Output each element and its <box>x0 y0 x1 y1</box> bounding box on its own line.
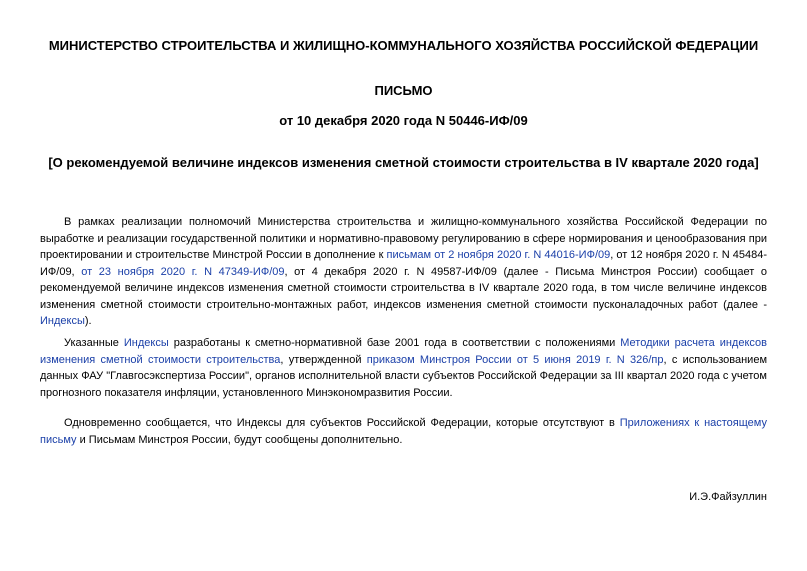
document-type: ПИСЬМО <box>374 83 433 98</box>
document-date-number: от 10 декабря 2020 года N 50446-ИФ/09 <box>279 113 528 128</box>
signature: И.Э.Файзуллин <box>689 491 767 503</box>
link-appendices[interactable]: Приложениях к настоящему письму <box>40 417 767 446</box>
link-indexes-2[interactable]: Индексы <box>123 337 169 349</box>
p3-text-1: Одновременно сообщается, что Индексы для субъектов Российской Федерации, которые отсутствуют в <box>64 417 620 429</box>
p2-text-1: Указанные <box>64 337 124 349</box>
document-title: [О рекомендуемой величине индексов изменения сметной стоимости строительства в IV квартале 2020 года] <box>48 155 759 170</box>
paragraph-3 <box>40 415 767 448</box>
paragraph-2 <box>40 335 767 401</box>
p1-text-3: , от 4 декабря 2020 г. N 49587-ИФ/09 (далее - Письма Минстроя России) сообщает о рекомендуемой величине индексов изменения сметной стоимости строительства в IV квартале 2020 года, в том числе величине индексов изменения сметной стоимости строительно-монтажных работ, индексов изменения сметной стоимости пусконаладочных работ (далее - <box>40 265 767 311</box>
p2-text-3: , утвержденной <box>280 353 367 366</box>
p2-text-4: , с использованием данных ФАУ "Главгосэкспертиза России", органов исполнительной власти субъектов Российской Федерации за III квартал 2020 года с учетом прогнозного показателя инфляции, установленного Минэкономразвития России. <box>40 353 768 399</box>
link-methodology[interactable]: Методики расчета индексов изменения сметной стоимости строительства <box>40 337 767 366</box>
link-indexes[interactable]: Индексы <box>40 315 85 327</box>
link-letter-23-nov[interactable]: от 23 ноября 2020 г. N 47349-ИФ/09 <box>81 265 285 278</box>
ministry-heading: МИНИСТЕРСТВО СТРОИТЕЛЬСТВА И ЖИЛИЩНО-КОММУНАЛЬНОГО ХОЗЯЙСТВА РОССИЙСКОЙ ФЕДЕРАЦИИ <box>48 38 759 53</box>
p1-text-2: , от 12 ноября 2020 г. N 45484-ИФ/09, <box>40 249 768 278</box>
p3-text-2: и Письмам Минстроя России, будут сообщены дополнительно. <box>76 433 403 446</box>
p2-text-2: разработаны к сметно-нормативной базе 2001 года в соответствии с положениями <box>168 337 621 349</box>
link-order-326[interactable]: приказом Минстроя России от 5 июня 2019 г. N 326/пр <box>366 353 664 366</box>
p1-text-1: В рамках реализации полномочий Министерства строительства и жилищно-коммунального хозяйства Российской Федерации по выработке и реализации государственной политики и нормативно-правовому регулированию в сфере нормирования и ценообразования при проектировании и строительстве Минстрой России в дополнение к <box>40 216 767 261</box>
p1-text-4: ). <box>84 315 92 327</box>
paragraph-1 <box>40 214 767 330</box>
link-letter-2-nov[interactable]: письмам от 2 ноября 2020 г. N 44016-ИФ/09 <box>386 249 611 261</box>
